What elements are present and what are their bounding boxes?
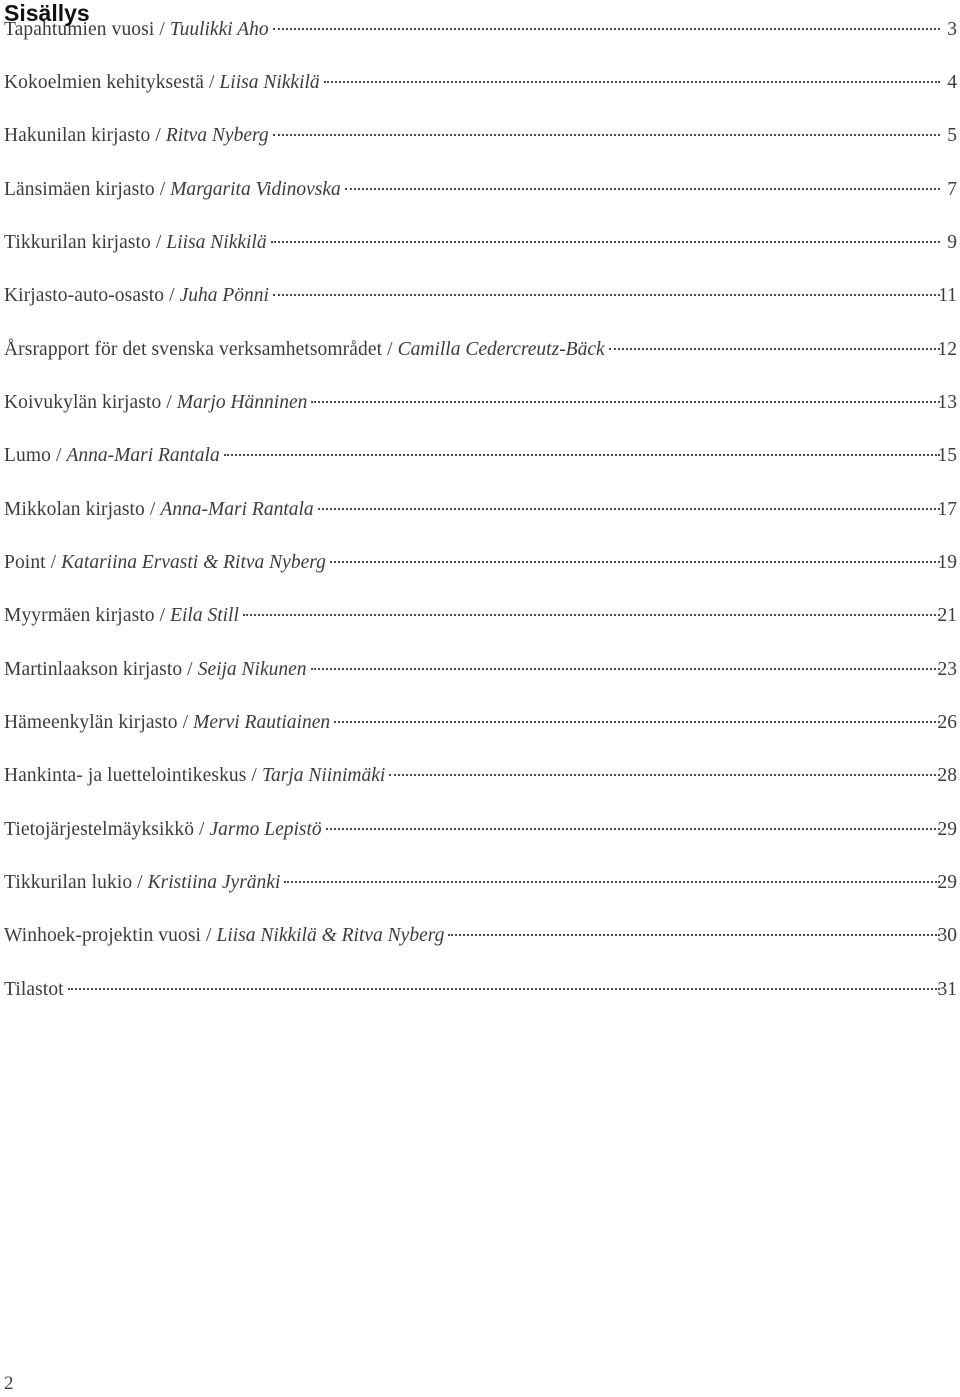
entry-page-number: 29 [937,819,957,840]
entry-author: Anna-Mari Rantala [66,445,220,466]
entry-page-number: 11 [938,285,957,306]
entry-page-number: 15 [937,445,957,466]
dot-leader [311,401,940,403]
entry-author: Juha Pönni [179,285,269,306]
entry-title: Martinlaakson kirjasto / [4,659,198,680]
entry-author: Kristiina Jyränki [147,872,281,893]
entry-title: Koivukylän kirjasto / [4,392,177,413]
entry-title: Point / [4,552,62,573]
entry-title: Kokoelmien kehityksestä / [4,72,220,93]
page-number: 2 [4,1373,14,1394]
entry-title: Kirjasto-auto-osasto / [4,285,180,306]
toc-entry[interactable] [4,815,960,845]
entry-author: Liisa Nikkilä & Ritva Nyberg [216,925,445,946]
entry-title: Hakunilan kirjasto / [4,125,166,146]
entry-page-number: 19 [937,552,957,573]
entry-page-number: 21 [937,605,957,626]
toc-entry[interactable] [4,708,960,738]
entry-title: Tilastot [4,979,64,1000]
dot-leader [326,828,940,830]
entry-author: Tarja Niinimäki [261,765,386,786]
entry-page-number: 29 [937,872,957,893]
entry-author: Camilla Cedercreutz-Bäck [397,339,605,360]
dot-leader [273,134,940,136]
dot-leader [345,188,940,190]
entry-author: Eila Still [170,605,239,626]
entry-page-number: 23 [937,659,957,680]
entry-page-number: 9 [947,232,957,253]
dot-leader [273,28,940,30]
entry-author: Anna-Mari Rantala [160,499,314,520]
entry-title: Hämeenkylän kirjasto / [4,712,194,733]
dot-leader [324,81,940,83]
toc-entry[interactable] [4,15,960,45]
toc-entry[interactable] [4,228,960,258]
entry-page-number: 5 [947,125,957,146]
entry-page-number: 28 [937,765,957,786]
entry-author: Marjo Hänninen [176,392,308,413]
entry-title: Myyrmäen kirjasto / [4,605,171,626]
toc-entry[interactable] [4,601,960,631]
entry-author: Tuulikki Aho [169,19,269,40]
entry-title: Länsimäen kirjasto / [4,179,171,200]
toc-entry[interactable] [4,655,960,685]
toc-entry[interactable] [4,388,960,418]
entry-page-number: 3 [947,19,957,40]
toc-entry[interactable] [4,335,960,365]
entry-title: Tikkurilan kirjasto / [4,232,167,253]
entry-page-number: 31 [937,979,957,1000]
entry-author: Katariina Ervasti & Ritva Nyberg [61,552,326,573]
toc-entry[interactable] [4,495,960,525]
toc-entry[interactable] [4,281,960,311]
entry-title: Årsrapport för det svenska verksamhetsområdet / [4,339,398,360]
entry-page-number: 7 [947,179,957,200]
dot-leader [318,508,940,510]
toc-entry[interactable] [4,441,960,471]
dot-leader [311,668,940,670]
dot-leader [243,614,940,616]
entry-author: Liisa Nikkilä [219,72,320,93]
entry-page-number: 30 [937,925,957,946]
dot-leader [224,454,940,456]
toc-entry[interactable] [4,921,960,951]
entry-page-number: 26 [937,712,957,733]
dot-leader [330,561,940,563]
entry-page-number: 17 [937,499,957,520]
dot-leader [334,721,940,723]
dot-leader [448,934,940,936]
entry-title: Lumo / [4,445,67,466]
toc-entry[interactable] [4,761,960,791]
dot-leader [389,774,940,776]
entry-page-number: 13 [937,392,957,413]
toc-entry[interactable] [4,68,960,98]
toc-entry[interactable] [4,175,960,205]
entry-author: Jarmo Lepistö [209,819,322,840]
toc-entry[interactable] [4,548,960,578]
dot-leader [271,241,940,243]
entry-title: Hankinta- ja luettelointikeskus / [4,765,262,786]
entry-author: Ritva Nyberg [165,125,269,146]
entry-title: Tietojärjestelmäyksikkö / [4,819,210,840]
entry-author: Liisa Nikkilä [166,232,267,253]
dot-leader [609,348,940,350]
entry-page-number: 12 [937,339,957,360]
dot-leader [68,988,940,990]
entry-author: Mervi Rautiainen [193,712,331,733]
entry-title: Tapahtumien vuosi / [4,19,170,40]
entry-page-number: 4 [947,72,957,93]
toc-entry[interactable] [4,975,960,1005]
entry-author: Seija Nikunen [197,659,307,680]
entry-title: Mikkolan kirjasto / [4,499,161,520]
entry-title: Tikkurilan lukio / [4,872,148,893]
dot-leader [284,881,940,883]
entry-title: Winhoek-projektin vuosi / [4,925,217,946]
page-title: Sisällys [4,0,90,26]
toc-entry[interactable] [4,868,960,898]
dot-leader [273,294,940,296]
entry-author: Margarita Vidinovska [170,179,341,200]
toc-entry[interactable] [4,121,960,151]
